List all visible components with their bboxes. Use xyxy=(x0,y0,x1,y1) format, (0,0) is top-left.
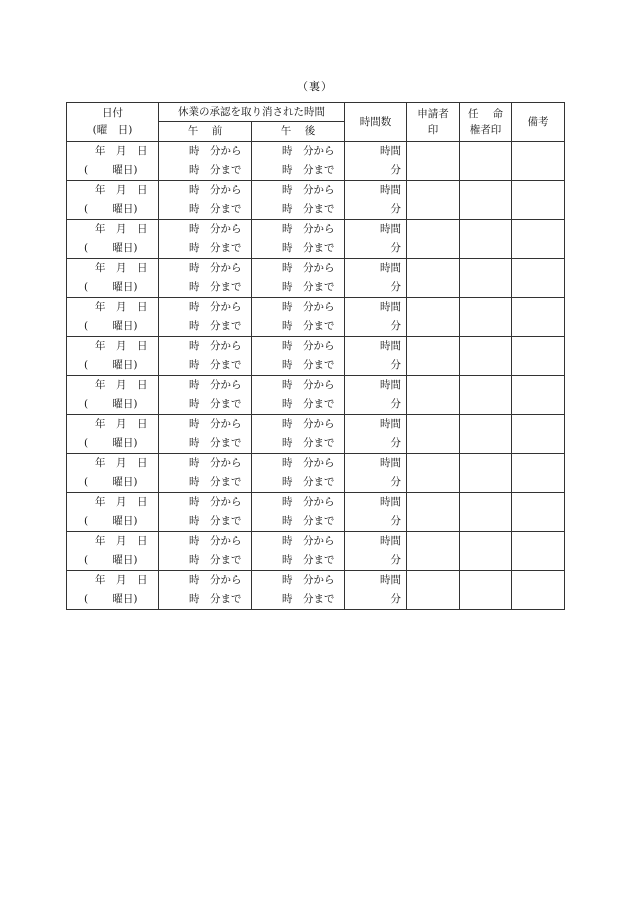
applicant-seal-cell[interactable] xyxy=(407,571,460,610)
date-ymd: 年 月 日 xyxy=(95,535,148,547)
leave-cancellation-table xyxy=(66,102,565,610)
applicant-seal-cell[interactable] xyxy=(407,220,460,259)
pm-to: 時 分まで xyxy=(282,281,335,293)
remarks-cell[interactable] xyxy=(512,181,565,220)
pm-to: 時 分まで xyxy=(282,164,335,176)
applicant-seal-cell[interactable] xyxy=(407,142,460,181)
pm-from: 時 分から xyxy=(282,145,335,157)
date-cell[interactable] xyxy=(67,298,159,337)
date-weekday: ( 曜日) xyxy=(84,515,138,527)
pm-from: 時 分から xyxy=(282,574,335,586)
am-time-cell[interactable] xyxy=(159,337,252,376)
pm-time-cell[interactable] xyxy=(252,142,345,181)
am-to: 時 分まで xyxy=(189,515,242,527)
am-to: 時 分まで xyxy=(189,203,242,215)
date-weekday: ( 曜日) xyxy=(84,242,138,254)
pm-from: 時 分から xyxy=(282,301,335,313)
remarks-cell[interactable] xyxy=(512,376,565,415)
am-from: 時 分から xyxy=(189,574,242,586)
date-ymd: 年 月 日 xyxy=(95,340,148,352)
am-from: 時 分から xyxy=(189,301,242,313)
minutes-value: 分 xyxy=(390,515,401,527)
pm-to: 時 分まで xyxy=(282,359,335,371)
pm-to: 時 分まで xyxy=(282,593,335,605)
date-weekday: ( 曜日) xyxy=(84,554,138,566)
header-date-label: 日付 xyxy=(102,107,123,119)
hours-cell[interactable] xyxy=(345,142,407,181)
minutes-value: 分 xyxy=(390,242,401,254)
pm-to: 時 分まで xyxy=(282,437,335,449)
hours-value: 時間 xyxy=(380,184,401,196)
table-row xyxy=(67,220,565,259)
am-to: 時 分まで xyxy=(189,164,242,176)
pm-from: 時 分から xyxy=(282,496,335,508)
hours-cell[interactable] xyxy=(345,259,407,298)
am-from: 時 分から xyxy=(189,379,242,391)
date-cell[interactable] xyxy=(67,415,159,454)
appointer-seal-cell[interactable] xyxy=(460,493,512,532)
remarks-cell[interactable] xyxy=(512,571,565,610)
appointer-seal-cell[interactable] xyxy=(460,298,512,337)
pm-to: 時 分まで xyxy=(282,515,335,527)
applicant-seal-cell[interactable] xyxy=(407,181,460,220)
am-time-cell[interactable] xyxy=(159,454,252,493)
appointer-seal-cell[interactable] xyxy=(460,571,512,610)
am-from: 時 分から xyxy=(189,457,242,469)
table-row xyxy=(67,415,565,454)
am-time-cell[interactable] xyxy=(159,493,252,532)
header-pm-char-1: 午 xyxy=(280,125,292,137)
header-am xyxy=(159,122,252,142)
remarks-cell[interactable] xyxy=(512,220,565,259)
am-from: 時 分から xyxy=(189,496,242,508)
hours-cell[interactable] xyxy=(345,571,407,610)
am-from: 時 分から xyxy=(189,262,242,274)
table-row xyxy=(67,376,565,415)
header-appointer-char-2: 命 xyxy=(492,108,503,120)
date-cell[interactable] xyxy=(67,376,159,415)
pm-time-cell[interactable] xyxy=(252,181,345,220)
header-row-top xyxy=(67,103,565,122)
am-to: 時 分まで xyxy=(189,398,242,410)
am-time-cell[interactable] xyxy=(159,220,252,259)
header-applicant-label: 申請者 xyxy=(417,108,449,120)
date-cell[interactable] xyxy=(67,454,159,493)
date-ymd: 年 月 日 xyxy=(95,301,148,313)
date-weekday: ( 曜日) xyxy=(84,164,138,176)
date-ymd: 年 月 日 xyxy=(95,457,148,469)
table-row xyxy=(67,181,565,220)
page-side-label: （裏） xyxy=(297,80,333,93)
applicant-seal-cell[interactable] xyxy=(407,298,460,337)
am-to: 時 分まで xyxy=(189,554,242,566)
am-time-cell[interactable] xyxy=(159,532,252,571)
date-weekday: ( 曜日) xyxy=(84,281,138,293)
pm-time-cell[interactable] xyxy=(252,532,345,571)
applicant-seal-cell[interactable] xyxy=(407,376,460,415)
hours-value: 時間 xyxy=(380,379,401,391)
date-cell[interactable] xyxy=(67,493,159,532)
am-from: 時 分から xyxy=(189,418,242,430)
header-cancelled-time: 休業の承認を取り消された時間 xyxy=(159,103,345,122)
applicant-seal-cell[interactable] xyxy=(407,454,460,493)
hours-value: 時間 xyxy=(380,418,401,430)
pm-from: 時 分から xyxy=(282,535,335,547)
pm-from: 時 分から xyxy=(282,262,335,274)
applicant-seal-cell[interactable] xyxy=(407,259,460,298)
date-cell[interactable] xyxy=(67,571,159,610)
am-time-cell[interactable] xyxy=(159,376,252,415)
date-cell[interactable] xyxy=(67,142,159,181)
minutes-value: 分 xyxy=(390,281,401,293)
date-weekday: ( 曜日) xyxy=(84,203,138,215)
pm-time-cell[interactable] xyxy=(252,376,345,415)
applicant-seal-cell[interactable] xyxy=(407,415,460,454)
date-ymd: 年 月 日 xyxy=(95,379,148,391)
date-ymd: 年 月 日 xyxy=(95,262,148,274)
table-body xyxy=(67,142,565,610)
appointer-seal-cell[interactable] xyxy=(460,181,512,220)
pm-from: 時 分から xyxy=(282,184,335,196)
hours-value: 時間 xyxy=(380,496,401,508)
header-appointer-seal-label: 権者印 xyxy=(469,124,502,136)
date-weekday: ( 曜日) xyxy=(84,437,138,449)
header-hours: 時間数 xyxy=(345,103,407,142)
header-weekday-label: (曜 日) xyxy=(92,124,133,136)
header-am-char-1: 午 xyxy=(187,125,199,137)
hours-cell[interactable] xyxy=(345,454,407,493)
date-weekday: ( 曜日) xyxy=(84,593,138,605)
header-date xyxy=(67,103,159,142)
hours-value: 時間 xyxy=(380,340,401,352)
pm-to: 時 分まで xyxy=(282,320,335,332)
appointer-seal-cell[interactable] xyxy=(460,454,512,493)
header-pm-char-2: 後 xyxy=(304,125,316,137)
date-cell[interactable] xyxy=(67,181,159,220)
remarks-cell[interactable] xyxy=(512,337,565,376)
minutes-value: 分 xyxy=(390,164,401,176)
applicant-seal-cell[interactable] xyxy=(407,493,460,532)
date-cell[interactable] xyxy=(67,532,159,571)
hours-cell[interactable] xyxy=(345,298,407,337)
am-from: 時 分から xyxy=(189,184,242,196)
minutes-value: 分 xyxy=(390,476,401,488)
date-ymd: 年 月 日 xyxy=(95,574,148,586)
applicant-seal-cell[interactable] xyxy=(407,532,460,571)
hours-cell[interactable] xyxy=(345,493,407,532)
am-time-cell[interactable] xyxy=(159,298,252,337)
header-remarks: 備考 xyxy=(512,103,565,142)
table-row xyxy=(67,298,565,337)
date-ymd: 年 月 日 xyxy=(95,145,148,157)
table-row xyxy=(67,337,565,376)
date-cell[interactable] xyxy=(67,337,159,376)
am-time-cell[interactable] xyxy=(159,259,252,298)
header-appointer-seal xyxy=(460,103,512,142)
header-applicant-seal xyxy=(407,103,460,142)
am-to: 時 分まで xyxy=(189,437,242,449)
pm-time-cell[interactable] xyxy=(252,493,345,532)
table-row xyxy=(67,259,565,298)
date-ymd: 年 月 日 xyxy=(95,184,148,196)
date-ymd: 年 月 日 xyxy=(95,496,148,508)
pm-to: 時 分まで xyxy=(282,398,335,410)
pm-from: 時 分から xyxy=(282,457,335,469)
minutes-value: 分 xyxy=(390,593,401,605)
pm-time-cell[interactable] xyxy=(252,571,345,610)
remarks-cell[interactable] xyxy=(512,415,565,454)
appointer-seal-cell[interactable] xyxy=(460,220,512,259)
minutes-value: 分 xyxy=(390,554,401,566)
pm-to: 時 分まで xyxy=(282,554,335,566)
am-to: 時 分まで xyxy=(189,359,242,371)
am-to: 時 分まで xyxy=(189,242,242,254)
pm-time-cell[interactable] xyxy=(252,298,345,337)
pm-to: 時 分まで xyxy=(282,242,335,254)
date-ymd: 年 月 日 xyxy=(95,223,148,235)
minutes-value: 分 xyxy=(390,203,401,215)
pm-from: 時 分から xyxy=(282,418,335,430)
date-weekday: ( 曜日) xyxy=(84,398,138,410)
hours-value: 時間 xyxy=(380,457,401,469)
hours-cell[interactable] xyxy=(345,220,407,259)
am-from: 時 分から xyxy=(189,223,242,235)
appointer-seal-cell[interactable] xyxy=(460,337,512,376)
remarks-cell[interactable] xyxy=(512,259,565,298)
pm-time-cell[interactable] xyxy=(252,337,345,376)
appointer-seal-cell[interactable] xyxy=(460,259,512,298)
am-time-cell[interactable] xyxy=(159,181,252,220)
pm-from: 時 分から xyxy=(282,379,335,391)
pm-to: 時 分まで xyxy=(282,476,335,488)
am-from: 時 分から xyxy=(189,340,242,352)
minutes-value: 分 xyxy=(390,359,401,371)
am-to: 時 分まで xyxy=(189,281,242,293)
am-to: 時 分まで xyxy=(189,593,242,605)
hours-value: 時間 xyxy=(380,262,401,274)
date-ymd: 年 月 日 xyxy=(95,418,148,430)
am-from: 時 分から xyxy=(189,145,242,157)
hours-cell[interactable] xyxy=(345,181,407,220)
table-row xyxy=(67,142,565,181)
pm-time-cell[interactable] xyxy=(252,259,345,298)
am-to: 時 分まで xyxy=(189,476,242,488)
pm-time-cell[interactable] xyxy=(252,454,345,493)
date-cell[interactable] xyxy=(67,220,159,259)
pm-from: 時 分から xyxy=(282,223,335,235)
remarks-cell[interactable] xyxy=(512,532,565,571)
hours-cell[interactable] xyxy=(345,337,407,376)
date-cell[interactable] xyxy=(67,259,159,298)
am-time-cell[interactable] xyxy=(159,571,252,610)
pm-time-cell[interactable] xyxy=(252,415,345,454)
hours-value: 時間 xyxy=(380,535,401,547)
date-weekday: ( 曜日) xyxy=(84,359,138,371)
minutes-value: 分 xyxy=(390,320,401,332)
remarks-cell[interactable] xyxy=(512,298,565,337)
appointer-seal-cell[interactable] xyxy=(460,532,512,571)
table-row xyxy=(67,454,565,493)
am-time-cell[interactable] xyxy=(159,142,252,181)
remarks-cell[interactable] xyxy=(512,493,565,532)
hours-cell[interactable] xyxy=(345,415,407,454)
remarks-cell[interactable] xyxy=(512,454,565,493)
pm-to: 時 分まで xyxy=(282,203,335,215)
hours-value: 時間 xyxy=(380,574,401,586)
header-pm xyxy=(252,122,345,142)
appointer-seal-cell[interactable] xyxy=(460,376,512,415)
pm-from: 時 分から xyxy=(282,340,335,352)
table-row xyxy=(67,493,565,532)
remarks-cell[interactable] xyxy=(512,142,565,181)
hours-cell[interactable] xyxy=(345,532,407,571)
am-from: 時 分から xyxy=(189,535,242,547)
date-weekday: ( 曜日) xyxy=(84,320,138,332)
hours-value: 時間 xyxy=(380,301,401,313)
table-row xyxy=(67,571,565,610)
appointer-seal-cell[interactable] xyxy=(460,415,512,454)
minutes-value: 分 xyxy=(390,437,401,449)
minutes-value: 分 xyxy=(390,398,401,410)
am-time-cell[interactable] xyxy=(159,415,252,454)
hours-value: 時間 xyxy=(380,223,401,235)
header-am-char-2: 前 xyxy=(211,125,223,137)
table-row xyxy=(67,532,565,571)
header-applicant-seal-label: 印 xyxy=(427,124,439,136)
applicant-seal-cell[interactable] xyxy=(407,337,460,376)
date-weekday: ( 曜日) xyxy=(84,476,138,488)
header-appointer-top xyxy=(460,106,511,122)
hours-value: 時間 xyxy=(380,145,401,157)
hours-cell[interactable] xyxy=(345,376,407,415)
am-to: 時 分まで xyxy=(189,320,242,332)
pm-time-cell[interactable] xyxy=(252,220,345,259)
header-appointer-char-1: 任 xyxy=(468,108,479,120)
appointer-seal-cell[interactable] xyxy=(460,142,512,181)
